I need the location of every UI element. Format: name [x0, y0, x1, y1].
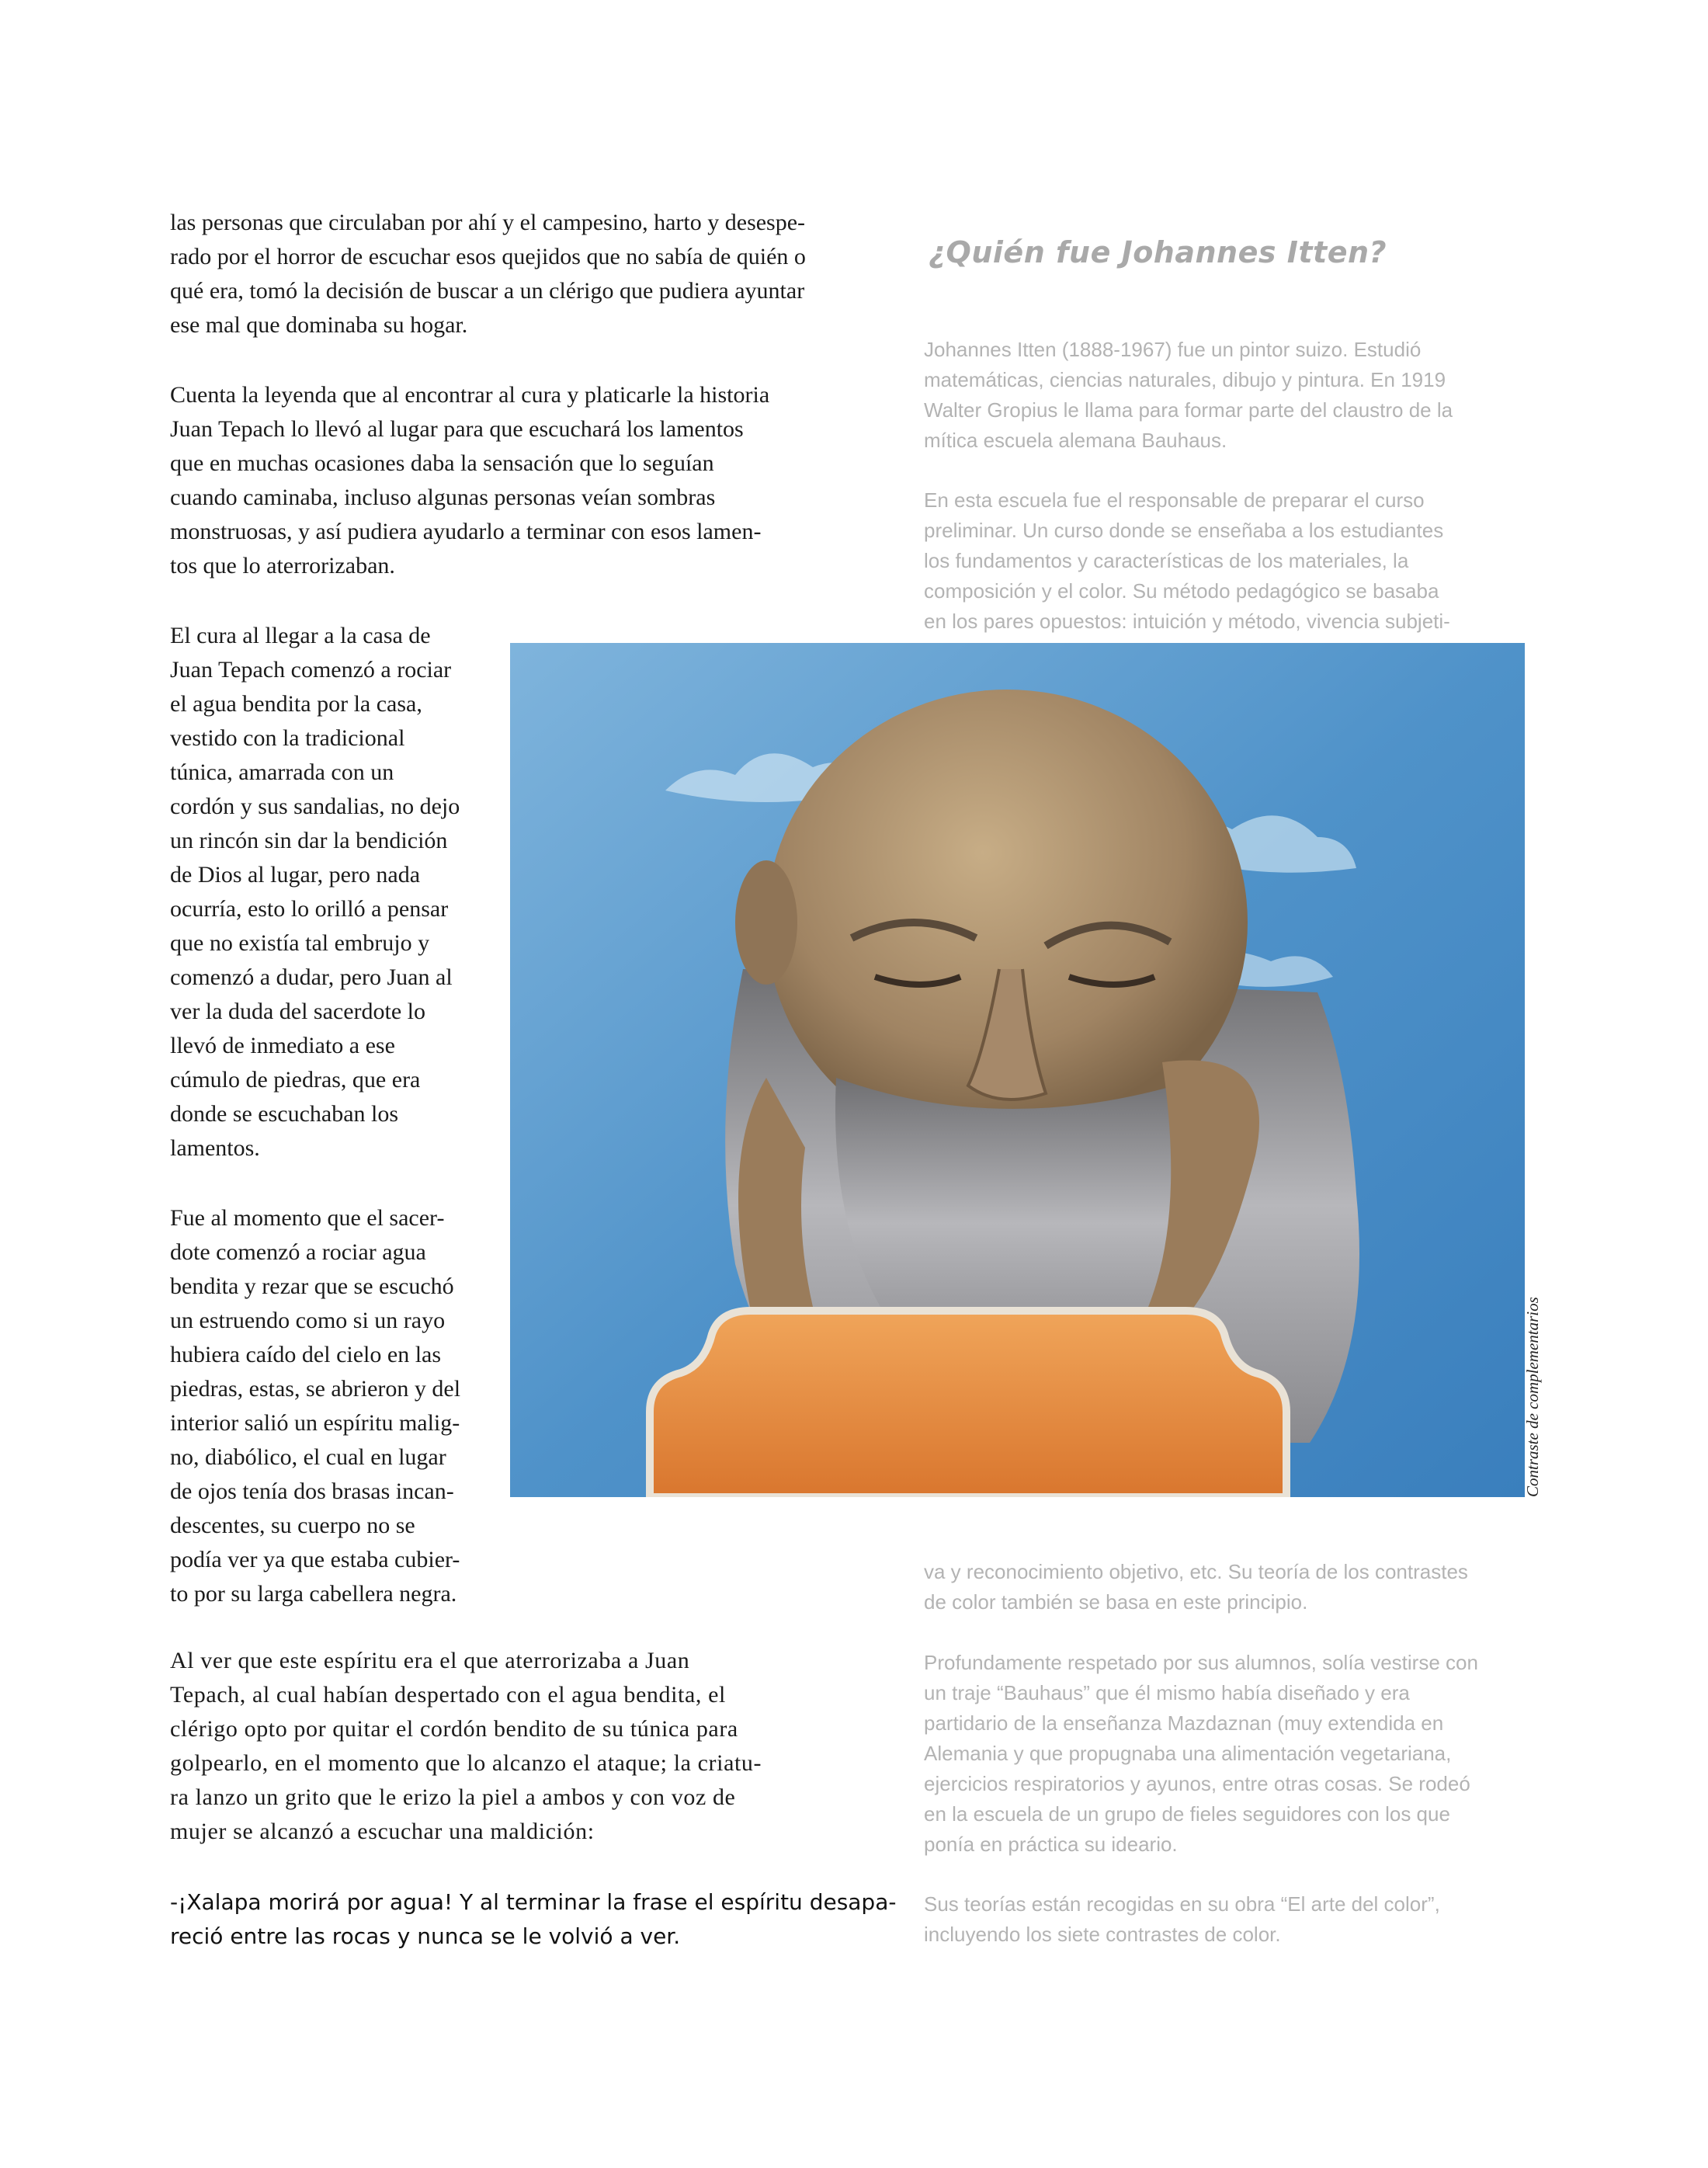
text-line: comenzó a dudar, pero Juan al — [170, 964, 453, 990]
text-line: un estruendo como si un rayo — [170, 1308, 446, 1333]
illustration-caption: Contraste de complementarios — [1523, 1297, 1542, 1497]
text-line: to por su larga cabellera negra. — [170, 1581, 457, 1607]
text-line: hubiera caído del cielo en las — [170, 1342, 442, 1367]
text-line: monstruosas, y así pudiera ayudarlo a terminar con esos lamen- — [170, 519, 762, 544]
text-line: que en muchas ocasiones daba la sensación que lo seguían — [170, 450, 714, 476]
sidebar-heading: ¿Quién fue Johannes Itten? — [929, 235, 1387, 269]
text-line: Tepach, al cual habían despertado con el agua bendita, el — [170, 1682, 726, 1708]
text-line: reció entre las rocas y nunca se le volvió a ver. — [170, 1923, 681, 1949]
text-line: un traje “Bauhaus” que él mismo había diseñado y era — [924, 1681, 1410, 1704]
text-line: cúmulo de piedras, que era — [170, 1067, 421, 1093]
story-paragraph-1 — [170, 206, 806, 342]
text-line: túnica, amarrada con un — [170, 759, 394, 785]
text-line: incluyendo los siete contrastes de color. — [924, 1923, 1281, 1946]
text-line: descentes, su cuerpo no se — [170, 1513, 415, 1538]
text-line: tos que lo aterrorizaban. — [170, 553, 395, 578]
text-line: -¡Xalapa morirá por agua! Y al terminar la frase el espíritu desapa- — [170, 1889, 897, 1915]
text-line: lamentos. — [170, 1135, 260, 1161]
text-line: cuando caminaba, incluso algunas personas veían sombras — [170, 485, 716, 510]
text-line: donde se escuchaban los — [170, 1101, 399, 1127]
story-paragraph-3 — [170, 619, 460, 1166]
text-line: Juan Tepach lo llevó al lugar para que escuchará los lamentos — [170, 416, 744, 442]
text-line: ese mal que dominaba su hogar. — [170, 312, 468, 338]
text-line: piedras, estas, se abrieron y del — [170, 1376, 461, 1402]
text-line: podía ver ya que estaba cubier- — [170, 1547, 460, 1572]
text-line: un rincón sin dar la bendición — [170, 828, 448, 853]
itten-paragraph-3 — [924, 1557, 1468, 1617]
story-paragraph-4 — [170, 1201, 460, 1611]
text-line: Profundamente respetado por sus alumnos, solía vestirse con — [924, 1651, 1478, 1674]
text-line: ejercicios respiratorios y ayunos, entre otras cosas. Se rodeó — [924, 1772, 1470, 1795]
text-line: en la escuela de un grupo de fieles seguidores con los que — [924, 1802, 1450, 1826]
text-line: ponía en práctica su ideario. — [924, 1833, 1178, 1856]
story-paragraph-2 — [170, 378, 769, 583]
text-line: de Dios al lugar, pero nada — [170, 862, 421, 888]
text-line: dote comenzó a rociar agua — [170, 1239, 426, 1265]
itten-paragraph-2 — [924, 485, 1450, 637]
text-line: clérigo opto por quitar el cordón bendito de su túnica para — [170, 1716, 738, 1742]
text-line: preliminar. Un curso donde se enseñaba a los estudiantes — [924, 519, 1444, 542]
text-line: partidario de la enseñanza Mazdaznan (muy extendida en — [924, 1711, 1444, 1735]
itten-paragraph-1 — [924, 335, 1453, 456]
itten-paragraph-5 — [924, 1889, 1440, 1950]
text-line: llevó de inmediato a ese — [170, 1033, 395, 1058]
text-line: Al ver que este espíritu era el que aterrorizaba a Juan — [170, 1648, 690, 1673]
text-line: mítica escuela alemana Bauhaus. — [924, 429, 1227, 452]
text-line: ocurría, esto lo orilló a pensar — [170, 896, 449, 922]
text-line: de color también se basa en este principio. — [924, 1590, 1308, 1614]
text-line: En esta escuela fue el responsable de preparar el curso — [924, 488, 1425, 512]
text-line: El cura al llegar a la casa de — [170, 623, 431, 648]
text-line: que no existía tal embrujo y — [170, 930, 430, 956]
text-line: bendita y rezar que se escuchó — [170, 1273, 454, 1299]
text-line: Johannes Itten (1888-1967) fue un pintor suizo. Estudió — [924, 338, 1422, 361]
story-paragraph-5 — [170, 1644, 762, 1849]
text-line: matemáticas, ciencias naturales, dibujo y pintura. En 1919 — [924, 368, 1446, 391]
text-line: vestido con la tradicional — [170, 725, 405, 751]
text-line: Cuenta la leyenda que al encontrar al cura y platicarle la historia — [170, 382, 770, 408]
text-line: rado por el horror de escuchar esos quejidos que no sabía de quién o — [170, 244, 806, 269]
text-line: interior salió un espíritu malig- — [170, 1410, 460, 1436]
text-line: en los pares opuestos: intuición y método, vivencia subjeti- — [924, 610, 1450, 633]
text-line: las personas que circulaban por ahí y el campesino, harto y desespe- — [170, 210, 806, 235]
text-line: mujer se alcanzó a escuchar una maldición: — [170, 1819, 595, 1844]
text-line: Alemania y que propugnaba una alimentación vegetariana, — [924, 1742, 1452, 1765]
text-line: de ojos tenía dos brasas incan- — [170, 1478, 454, 1504]
text-line: composición y el color. Su método pedagógico se basaba — [924, 579, 1439, 603]
text-line: no, diabólico, el cual en lugar — [170, 1444, 446, 1470]
text-line: los fundamentos y características de los materiales, la — [924, 549, 1409, 572]
text-line: cordón y sus sandalias, no dejo — [170, 794, 460, 819]
text-line: Fue al momento que el sacer- — [170, 1205, 445, 1231]
text-line: Juan Tepach comenzó a rociar — [170, 657, 452, 683]
text-line: golpearlo, en el momento que lo alcanzo el ataque; la criatu- — [170, 1750, 762, 1776]
text-line: va y reconocimiento objetivo, etc. Su teoría de los contrastes — [924, 1560, 1468, 1583]
text-line: Sus teorías están recogidas en su obra “El arte del color”, — [924, 1892, 1440, 1916]
text-line: Walter Gropius le llama para formar parte del claustro de la — [924, 398, 1453, 422]
text-line: qué era, tomó la decisión de buscar a un clérigo que pudiera ayuntar — [170, 278, 805, 304]
watercolor-illustration — [510, 643, 1525, 1497]
text-line: ra lanzo un grito que le erizo la piel a ambos y con voz de — [170, 1784, 736, 1810]
itten-paragraph-4 — [924, 1648, 1478, 1860]
story-curse-paragraph — [170, 1885, 896, 1954]
orange-shield — [650, 1311, 1286, 1497]
bald-bearded-man-painting — [510, 643, 1525, 1497]
text-line: ver la duda del sacerdote lo — [170, 999, 426, 1024]
text-line: el agua bendita por la casa, — [170, 691, 422, 717]
left-ear — [735, 860, 797, 985]
